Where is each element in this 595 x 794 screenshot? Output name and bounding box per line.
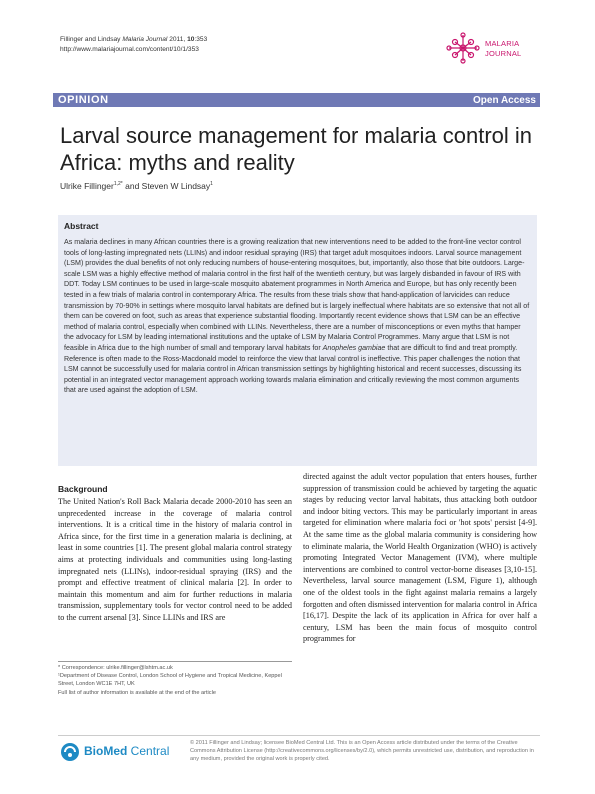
article-type-label: OPINION <box>58 94 109 106</box>
biomed-central-icon <box>60 742 80 762</box>
journal-name: Malaria Journal <box>122 36 168 43</box>
body-column-left <box>58 496 292 624</box>
footnote-divider <box>58 661 292 662</box>
author-name: Ulrike Fillinger <box>60 181 114 191</box>
article-title: Larval source management for malaria control in Africa: myths and reality <box>60 123 533 175</box>
citation-year: 2011, <box>167 36 188 43</box>
mosquito-logo-icon <box>443 28 483 68</box>
publisher-name-bold: BioMed <box>84 744 128 758</box>
article-type-bar <box>53 93 540 107</box>
author-conjunction: and <box>122 181 142 191</box>
biomed-central-logo <box>60 741 180 763</box>
logo-line1: MALARIA <box>485 39 520 48</box>
abstract-body <box>64 237 531 396</box>
body-column-right <box>303 471 537 645</box>
citation-volume: 10 <box>187 36 195 43</box>
author-list <box>60 181 213 191</box>
author-name: Steven W Lindsay <box>141 181 211 191</box>
footer-divider <box>58 735 540 736</box>
abstract-heading: Abstract <box>64 221 99 231</box>
citation-authors: Fillinger and Lindsay <box>60 36 123 43</box>
open-access-label: Open Access <box>473 94 536 106</box>
body-paragraph: directed against the adult vector population that enters houses, further suppression of transmission could be achieved by targeting the aquatic stages by reducing vector larval habitats, thus attacking both outdoor and indoor biting vectors. This may be particularly important in areas targeted for elimination where malaria foci or 'hot spots' persist [4-9]. At the same time as the global malaria community is considering how to eliminate malaria, the World Health Organization (WHO) is actively promoting Integrated Vector Management (IVM), where multiple interventions are combined to control vector-borne diseases [3,10-15]. Nevertheless, larval source management (LSM, Figure 1), although one of the oldest tools in the fight against malaria remains a largely forgotten and often dismissed intervention for malaria control in Africa [16,17]. Despite the lack of its application in Africa for over half a century, LSM has been the main focus of mosquito control programmes for <box>303 472 537 644</box>
footnotes <box>58 664 294 697</box>
publisher-name-rest: Central <box>127 744 170 758</box>
author-info-note: Full list of author information is available at the end of the article <box>58 689 216 696</box>
header-citation <box>60 35 207 55</box>
author-affiliation-mark: 1 <box>210 181 213 188</box>
malaria-journal-logo <box>443 28 543 68</box>
correspondence-note: * Correspondence: ulrike.fillinger@lshtm.ac.uk <box>58 665 173 671</box>
body-paragraph: The United Nation's Roll Back Malaria decade 2000-2010 has seen an unprecedented increase in the coverage of malaria control interventions. It is a critical time in the history of malaria control in Africa since, for the first time in a generation malaria is declining, at least in some countries [1]. The present global malaria control strategy aims at protecting individuals and communities using long-lasting impregnated nets (LLINs), indoor-residual spraying (IRS) and the prompt and effective treatment of clinical malaria [2]. In order to maintain this momentum and aim for further reductions in malaria transmission, supplementary tools for vector control need to be added to the current arsenal [3]. Since LLINs and IRS are <box>58 497 292 622</box>
license-paragraph: © 2011 Fillinger and Lindsay; licensee BioMed Central Ltd. This is an Open Access article distributed under the terms of the Creative Commons Attribution License (http://creativecommons.org/licenses/by/2.0), which permits unrestricted use, distribution, and reproduction in any medium, provided the original work is properly cited. <box>190 740 534 762</box>
background-heading: Background <box>58 484 108 494</box>
abstract-text: that are difficult to find and treat promptly. Reference is often made to the Ross-Macdonald model to reinforce the view that larval control is ineffective. This paper challenges the notion that LSM cannot be successfully used for malaria control in African transmission settings by highlighting historical and recent successes, discussing its potential in an integrated vector management approach working towards malaria elimination and critically reviewing the most common arguments that are used against the adoption of LSM. <box>64 343 522 395</box>
author-affiliation-mark: 1,2* <box>113 181 123 188</box>
species-name: Anopheles gambiae <box>322 343 386 352</box>
abstract-text: As malaria declines in many African countries there is a growing realization that new interventions need to be added to the front-line vector control tools of long-lasting impregnated nets (LLINs) and indoor residual spraying (IRS) that target adult mosquitoes indoors. Larval source management (LSM) provides the dual benefits of not only reducing numbers of house-entering mosquitoes, but, importantly, also those that bite outdoors. Large-scale LSM was a highly effective method of malaria control in the first half of the twentieth century, but was largely disbanded in favour of IRS with DDT. Today LSM continues to be used in large-scale mosquito abatement programmes in North America and Europe, but has only recently been tested in a few trials of malaria control in contemporary Africa. The results from these trials show that hand-application of larvicides can reduce transmission by 70-90% in settings where mosquito larval habitats are defined but is largely ineffectual where habitats are so extensive that not all of them can be covered on foot, such as areas that experience substantial flooding. Importantly recent evidence shows that LSM can be an effective method of malaria control, especially when combined with LLINs. Nevertheless, there are a number of misconceptions or even myths that hamper the advocacy for LSM by leading international institutions and the uptake of LSM by Malaria Control Programmes. Many argue that LSM is not feasible in Africa due to the high number of small and temporary larval habitats for <box>64 238 530 352</box>
article-url[interactable]: http://www.malariajournal.com/content/10/1/353 <box>60 46 199 53</box>
affiliation-note: ¹Department of Disease Control, London School of Hygiene and Tropical Medicine, Keppel Street, London WC1E 7HT, UK <box>58 673 282 688</box>
license-text <box>190 740 540 763</box>
citation-pages: :353 <box>194 36 208 43</box>
logo-line2: JOURNAL <box>485 49 522 58</box>
